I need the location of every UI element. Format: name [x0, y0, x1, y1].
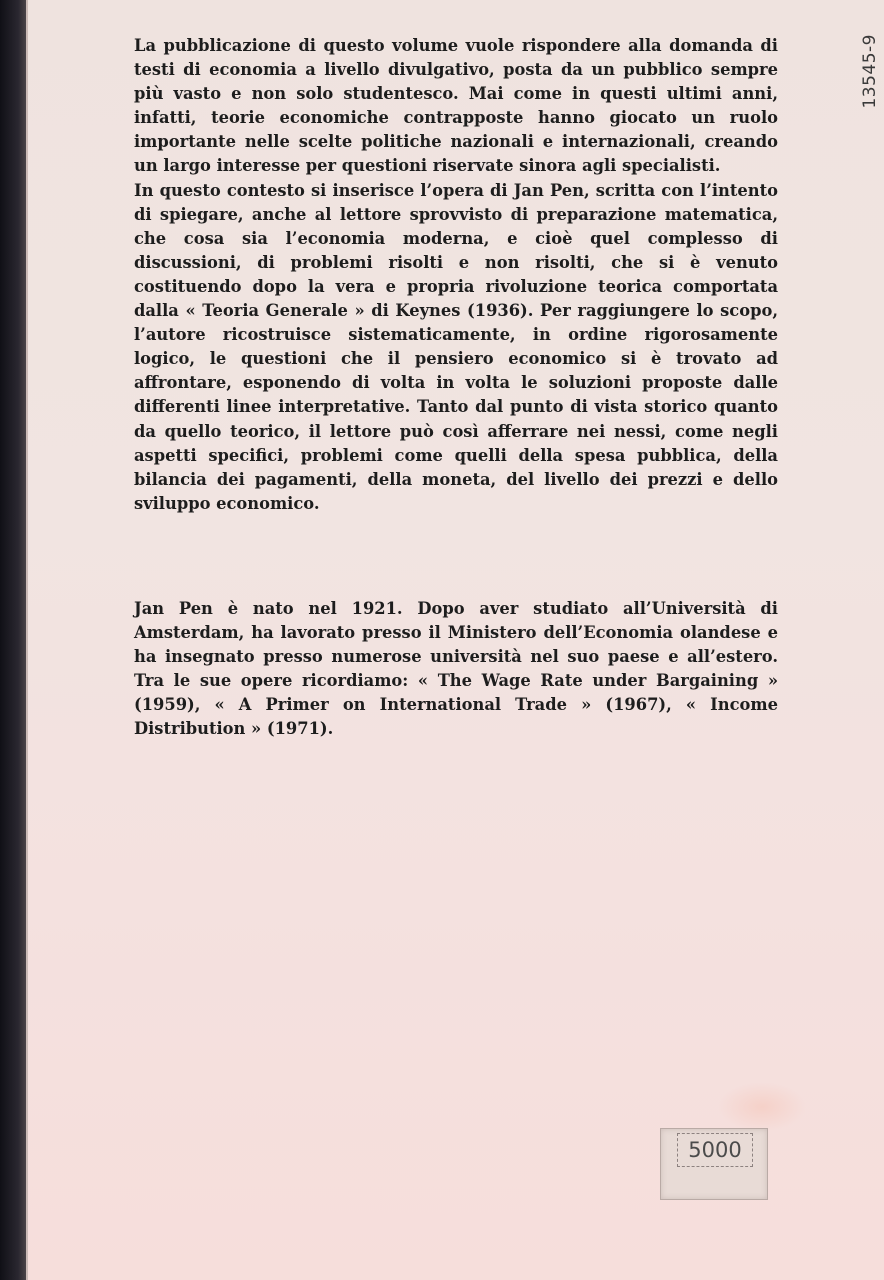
description-paragraph-2: In questo contesto si inserisce l’opera di Jan Pen, scritta con l’intento di spiegare, anche al lettore sprovvisto di preparazione matematica, che cosa sia l’economia moderna, e cioè quel complesso di discussioni, di problemi risolti e non risolti, che si è venuto costituendo dopo la vera e propria rivoluzione teorica comportata dalla « Teoria Generale » di Keynes (1936). Per raggiungere lo scopo, l’autore ricostruisce sistematicamente, in ordine rigorosamente logico, le questioni che il pensiero economico si è trovato ad affrontare, esponendo di volta in volta le soluzioni proposte dalle differenti linee interpretative. Tanto dal punto di vista storico quanto da quello teorico, il lettore può così afferrare nei nessi, come negli aspetti specifici, problemi come quelli della spesa pubblica, della bilancia dei pagamenti, della moneta, del livello dei prezzi e dello sviluppo economico.	[134, 180, 778, 513]
worn-patch	[718, 1082, 806, 1132]
description-paragraph-1: La pubblicazione di questo volume vuole rispondere alla domanda di testi di economia a livello divulgativo, posta da un pubblico sempre più vasto e non solo studentesco. Mai come in questi ultimi anni, infatti, teorie economiche contrapposte hanno giocato un ruolo importante nelle scelte politiche nazionali e internazionali, creando un largo interesse per questioni riservate sinora agli specialisti.	[134, 36, 778, 176]
price-label: 5000	[677, 1133, 753, 1167]
price-sticker	[660, 1128, 768, 1200]
author-bio-text: Jan Pen è nato nel 1921. Dopo aver studiato all’Università di Amsterdam, ha lavorato presso il Ministero dell’Economia olandese e ha insegnato presso numerose università nel suo paese e all’estero. Tra le sue opere ricordiamo: « The Wage Rate under Bargaining » (1959), « A Primer on International Trade » (1967), « Income Distribution » (1971).	[134, 599, 778, 739]
author-bio	[134, 597, 778, 742]
book-description	[134, 34, 778, 516]
spine-edge	[0, 0, 26, 1280]
catalog-code: 13545-9	[860, 34, 880, 109]
